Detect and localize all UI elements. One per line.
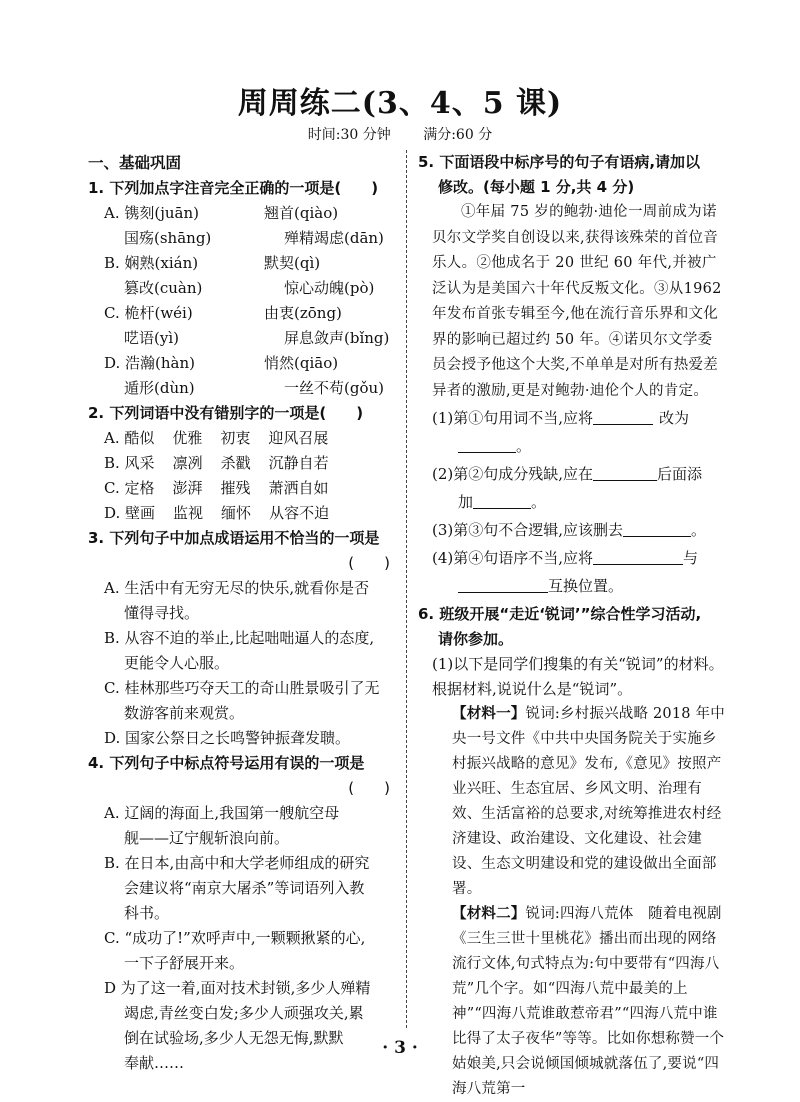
q4-option: A. 辽阔的海面上,我国第一艘航空母 舰——辽宁舰斩浪向前。 [104, 804, 340, 847]
answer-blank[interactable] [623, 520, 691, 537]
answer-paren: ( ) [348, 779, 390, 797]
answer-blank[interactable] [593, 464, 657, 481]
question-1 [88, 176, 396, 401]
q2-option: A. 酷似 优雅 初衷 迎风召展 [104, 429, 329, 447]
q1-opt: C. 桅杆(wéi) [104, 304, 193, 322]
question-5-stem: 5. 下面语段中标序号的句子有语病,请加以 修改。(每小题 1 分,共 4 分) [418, 153, 701, 196]
exam-info [0, 124, 800, 144]
q3-option: C. 桂林那些巧夺天工的奇山胜景吸引了无 数游客前来观赏。 [104, 679, 380, 722]
question-6-stem: 6. 班级开展“走近‘锐词’”综合性学习活动, 请你参加。 [418, 605, 702, 648]
q3-option: A. 生活中有无穷无尽的快乐,就看你是否 懂得寻找。 [104, 579, 370, 622]
q1-opt: 翘首(qiào) [264, 204, 339, 222]
answer-blank[interactable] [458, 576, 548, 593]
page-number: · 3 · [382, 1038, 418, 1058]
q5-sub-2: (2)第②句成分残缺,应在 后面添 加 。 [432, 465, 703, 511]
question-3 [88, 526, 396, 751]
material-2: 【材料二】锐词:四海八荒体 随着电视剧《三生三世十里桃花》播出而出现的网络流行文体,句式特点为:句中要带有“四海八荒”几个字。如“四海八荒中最美的上神”“四海八荒谁敢惹帝君”“四海八荒中谁比得了太子夜华”等等。比如你想称赞一个姑娘美,只会说倾国倾城就落伍了,要说“四海八荒第一 [452, 906, 725, 1097]
question-3-stem: 3. 下列句子中加点成语运用不恰当的一项是 [88, 529, 380, 547]
q5-sub-3: (3)第③句不合逻辑,应该删去 。 [432, 521, 707, 539]
question-6 [418, 602, 726, 1102]
q1-opt: 由衷(zōng) [264, 304, 342, 322]
q5-passage: ①年届 75 岁的鲍勃·迪伦一周前成为诺贝尔文学奖自创设以来,获得该殊荣的首位音乐人。②他成名于 20 世纪 60 年代,并被广泛认为是美国六十年代反叛文化。③从1962 年发布首张专辑至今,他在流行音乐界和文化界的影响已超过约 50 年。④诺贝尔文学委员会授予他这个大奖,不单单是对所有热爱差异者的激励,更是对鲍勃·迪伦个人的肯定。 [432, 204, 722, 399]
material-1: 【材料一】锐词:乡村振兴战略 2018 年中央一号文件《中共中央国务院关于实施乡村振兴战略的意见》发布,《意见》按照产业兴旺、生态宜居、乡风文明、治理有效、生活富裕的总要求,对统筹推进农村经济建设、政治建设、文化建设、社会建设、生态文明建设和党的建设做出全面部署。 [452, 706, 725, 897]
q1-opt: 惊心动魄(pò) [284, 279, 375, 297]
answer-blank[interactable] [593, 408, 653, 425]
q1-opt: 悄然(qiāo) [264, 354, 339, 372]
q1-opt: D. 浩瀚(hàn) [104, 354, 195, 372]
question-2-stem: 2. 下列词语中没有错别字的一项是( ) [88, 404, 364, 422]
page-title: 周周练二(3、4、5 课) [237, 86, 563, 121]
q2-option: B. 风采 凛冽 杀戳 沉静自若 [104, 454, 329, 472]
q1-opt: 默契(qì) [264, 254, 321, 272]
answer-blank[interactable] [593, 548, 683, 565]
q3-option: B. 从容不迫的举止,比起咄咄逼人的态度, 更能令人心服。 [104, 629, 375, 672]
q1-opt: 遁形(dùn) [124, 379, 195, 397]
q1-opt: A. 镌刻(juān) [104, 204, 199, 222]
question-4-stem: 4. 下列句子中标点符号运用有误的一项是 [88, 754, 365, 772]
q3-option: D. 国家公祭日之长鸣警钟振聋发聩。 [104, 729, 351, 747]
q4-option: B. 在日本,由高中和大学老师组成的研究 会建议将“南京大屠杀”等词语列入教 科书。 [104, 854, 370, 922]
time-limit: 时间:30 分钟 [307, 127, 391, 143]
answer-paren: ( ) [348, 554, 390, 572]
question-2 [88, 401, 396, 526]
q5-sub-1: (1)第①句用词不当,应将 改为 。 [432, 409, 690, 455]
column-divider [406, 150, 407, 1028]
q6-sub-1: (1)以下是同学们搜集的有关“锐词”的材料。根据材料,说说什么是“锐词”。 [432, 655, 724, 698]
q1-opt: 呓语(yì) [124, 329, 179, 347]
answer-blank[interactable] [473, 492, 531, 509]
q1-opt: 篡改(cuàn) [124, 279, 203, 297]
question-1-stem: 1. 下列加点字注音完全正确的一项是( ) [88, 179, 379, 197]
q2-option: D. 壁画 监视 缅怀 从容不迫 [104, 504, 330, 522]
q1-opt: 国殇(shāng) [124, 229, 212, 247]
question-4 [88, 751, 396, 1076]
answer-blank[interactable] [458, 436, 516, 453]
q4-option: C. “成功了!”欢呼声中,一颗颗揪紧的心, 一下子舒展开来。 [104, 929, 366, 972]
q1-opt: 屏息敛声(bǐng) [284, 329, 390, 347]
q1-opt: 殚精竭虑(dān) [284, 229, 384, 247]
q1-opt: B. 娴熟(xián) [104, 254, 199, 272]
question-5 [418, 150, 726, 600]
right-column [418, 150, 726, 1102]
full-score: 满分:60 分 [423, 127, 493, 143]
section-heading: 一、基础巩固 [88, 154, 182, 172]
left-column [88, 150, 396, 1076]
q5-sub-4: (4)第④句语序不当,应将 与 互换位置。 [432, 549, 699, 595]
q4-option: D 为了这一着,面对技术封锁,多少人殚精 竭虑,青丝变白发;多少人顽强攻关,累 倒在试验场,多少人无怨无悔,默默 奉献…… [104, 979, 371, 1072]
q1-opt: 一丝不苟(gǒu) [284, 379, 384, 397]
q2-option: C. 定格 澎湃 摧残 萧洒自如 [104, 479, 329, 497]
